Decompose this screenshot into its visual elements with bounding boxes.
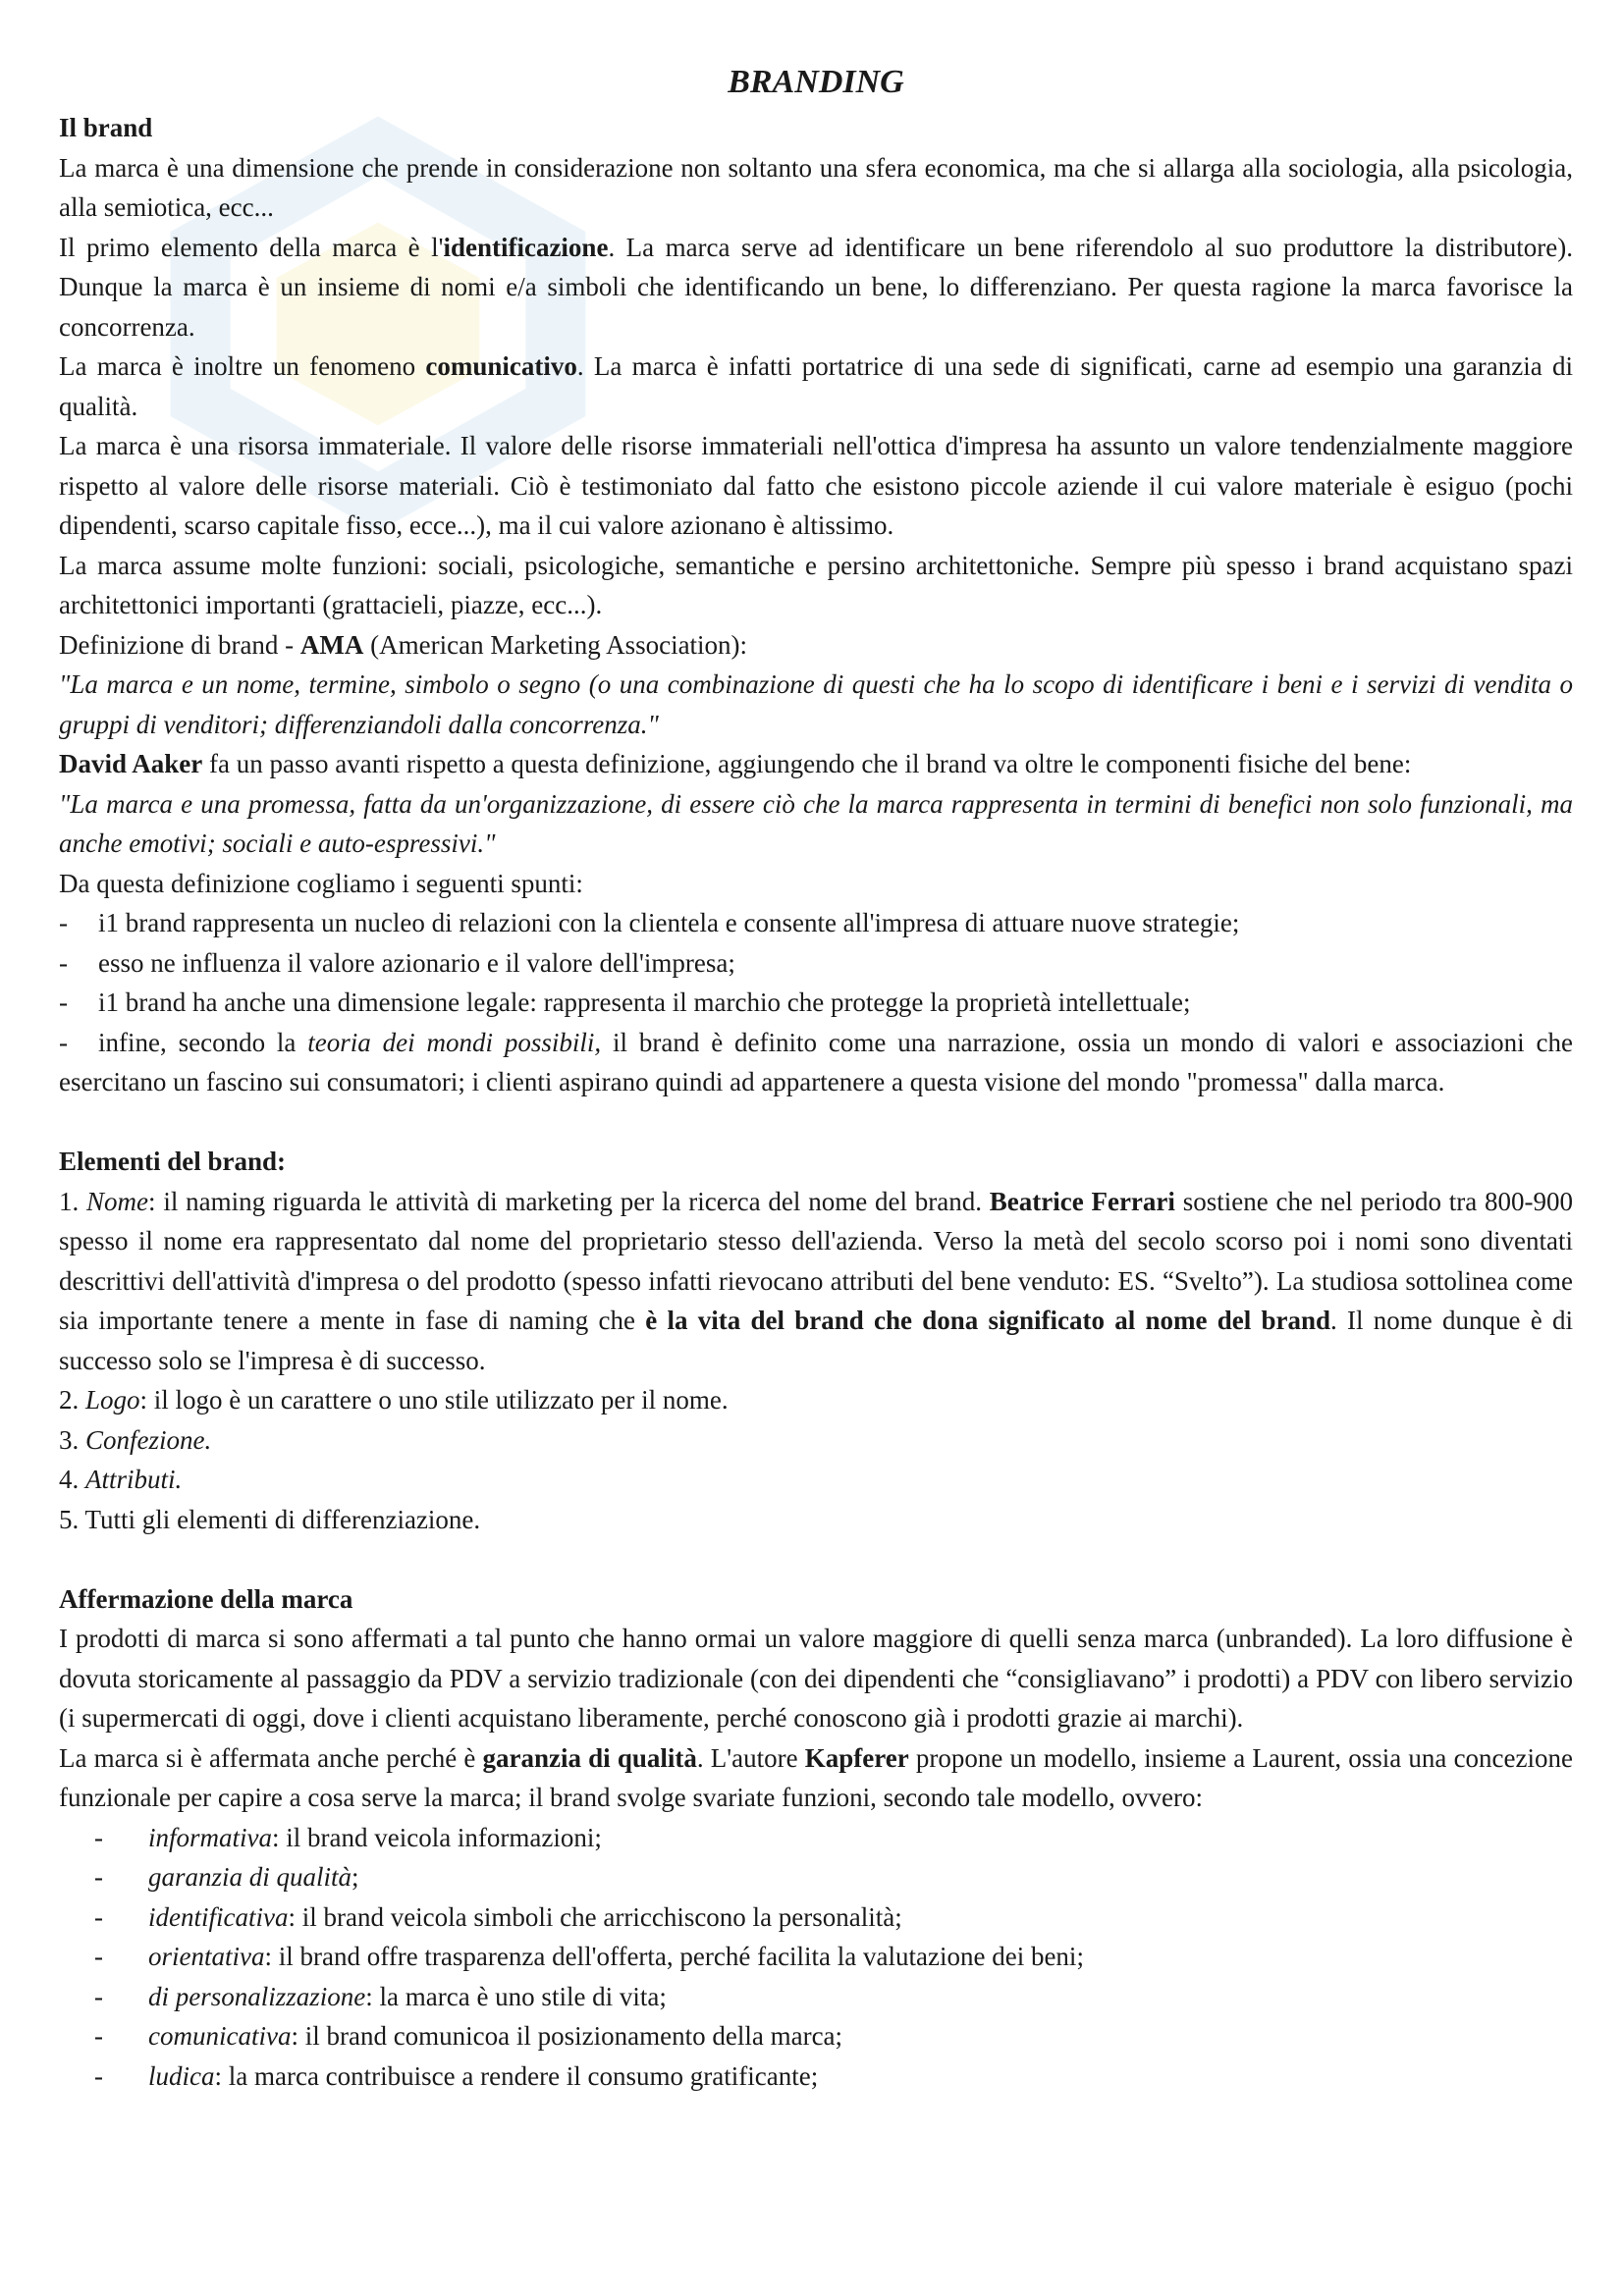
paragraph: 4. Attributi.	[59, 1465, 183, 1494]
paragraph: 2. Logo: il logo è un carattere o uno stile utilizzato per il nome.	[59, 1385, 729, 1415]
paragraph: La marca è una risorsa immateriale. Il valore delle risorse immateriali nell'ottica d'impresa ha assunto un valore tendenzialmente maggiore rispetto al valore delle risorse materiali. Ciò è testimoniato dal fatto che esistono piccole aziende il cui valore materiale è esiguo (pochi dipendenti, scarso capitale fisso, ecce...), ma il cui valore azionano è altissimo.	[59, 431, 1573, 540]
list-item: - comunicativa: il brand comunicoa il posizionamento della marca;	[94, 2021, 843, 2051]
quote-aaker: "La marca e una promessa, fatta da un'organizzazione, di essere ciò che la marca rappresenta in termini di benefici non solo funzionali, ma anche emotivi; sociali e auto-espressivi."	[59, 788, 1573, 858]
list-item: - i1 brand rappresenta un nucleo di relazioni con la clientela e consente all'impresa di attuare nuove strategie;	[59, 908, 1240, 937]
paragraph: Da questa definizione cogliamo i seguenti spunti:	[59, 868, 583, 898]
paragraph: La marca è una dimensione che prende in considerazione non soltanto una sfera economica, ma che si allarga alla sociologia, alla psicologia, alla semiotica, ecc...	[59, 152, 1573, 222]
section-heading-affermazione: Affermazione della marca	[59, 1583, 353, 1614]
document-title: BRANDING	[728, 64, 904, 100]
list-item: - orientativa: il brand offre trasparenza dell'offerta, perché facilita la valutazione dei beni;	[94, 1942, 1084, 1971]
quote-ama: "La marca e un nome, termine, simbolo o segno (o una combinazione di questi che ha lo scopo di identificare i beni e i servizi di vendita o gruppi di venditori; differenziandoli dalla concorrenza."	[59, 669, 1573, 739]
list-item: - di personalizzazione: la marca è uno stile di vita;	[94, 1981, 667, 2011]
funzioni-list	[59, 1818, 1573, 2097]
list-item: - ludica: la marca contribuisce a rendere il consumo gratificante;	[94, 2060, 819, 2091]
section-heading-elementi: Elementi del brand:	[59, 1147, 287, 1176]
paragraph: David Aaker fa un passo avanti rispetto a questa definizione, aggiungendo che il brand va oltre le componenti fisiche del bene:	[59, 749, 1412, 778]
paragraph: La marca assume molte funzioni: sociali, psicologiche, semantiche e persino architettoniche. Sempre più spesso i brand acquistano spazi architettonici importanti (grattacieli, piazze, ecc...).	[59, 550, 1573, 619]
paragraph: La marca si è affermata anche perché è garanzia di qualità. L'autore Kapferer propone un modello, insieme a Laurent, ossia una concezione funzionale per capire a cosa serve la marca; il brand svolge svariate funzioni, secondo tale modello, ovvero:	[59, 1742, 1573, 1812]
paragraph: 5. Tutti gli elementi di differenziazione.	[59, 1504, 481, 1534]
section-heading-il-brand: Il brand	[59, 113, 153, 142]
paragraph: 1. Nome: il naming riguarda le attività di marketing per la ricerca del nome del brand. Beatrice Ferrari sostiene che nel periodo tra 800-900 spesso il nome era rappresentato dal nome del proprietario stesso dell'azienda. Verso la metà del secolo scorso poi i nomi sono diventati descrittivi dell'attività d'impresa o del prodotto (spesso infatti rievocano attributi del bene venduto: ES. “Svelto”). La studiosa sottolinea come sia importante tenere a mente in fase di naming che è la vita del brand che dona significato al nome del brand. Il nome dunque è di successo solo se l'impresa è di successo.	[59, 1186, 1573, 1375]
list-item: - i1 brand ha anche una dimensione legale: rappresenta il marchio che protegge la proprietà intellettuale;	[59, 988, 1191, 1017]
list-item: - identificativa: il brand veicola simboli che arricchiscono la personalità;	[94, 1901, 902, 1932]
paragraph: La marca è inoltre un fenomeno comunicativo. La marca è infatti portatrice di una sede di significati, carne ad esempio una garanzia di qualità.	[59, 351, 1573, 421]
list-item: - informativa: il brand veicola informazioni;	[94, 1822, 602, 1852]
spunti-list	[59, 903, 1573, 1102]
list-item: - esso ne influenza il valore azionario e il valore dell'impresa;	[59, 947, 735, 978]
list-item: - infine, secondo la teoria dei mondi possibili, il brand è definito come una narrazione, ossia un mondo di valori e associazioni che esercitano un fascino sui consumatori; i clienti aspirano quindi ad appartenere a questa visione del mondo "promessa" dalla marca.	[59, 1027, 1574, 1096]
paragraph: I prodotti di marca si sono affermati a tal punto che hanno ormai un valore maggiore di quelli senza marca (unbranded). La loro diffusione è dovuta storicamente al passaggio da PDV a servizio tradizionale (con dei dipendenti che “consigliavano” i prodotti) a PDV con libero servizio (i supermercati di oggi, dove i clienti acquistano liberamente, perché conoscono già i prodotti grazie ai marchi).	[59, 1624, 1573, 1733]
document-page	[59, 59, 1573, 2096]
paragraph: 3. Confezione.	[59, 1424, 212, 1455]
list-item: - garanzia di qualità;	[94, 1862, 359, 1892]
paragraph: Definizione di brand - AMA (American Marketing Association):	[59, 629, 748, 660]
paragraph: Il primo elemento della marca è l'identificazione. La marca serve ad identificare un bene riferendolo al suo produttore la distributore). Dunque la marca è un insieme di nomi e/a simboli che identificando un bene, lo differenziano. Per questa ragione la marca favorisce la concorrenza.	[59, 232, 1573, 342]
